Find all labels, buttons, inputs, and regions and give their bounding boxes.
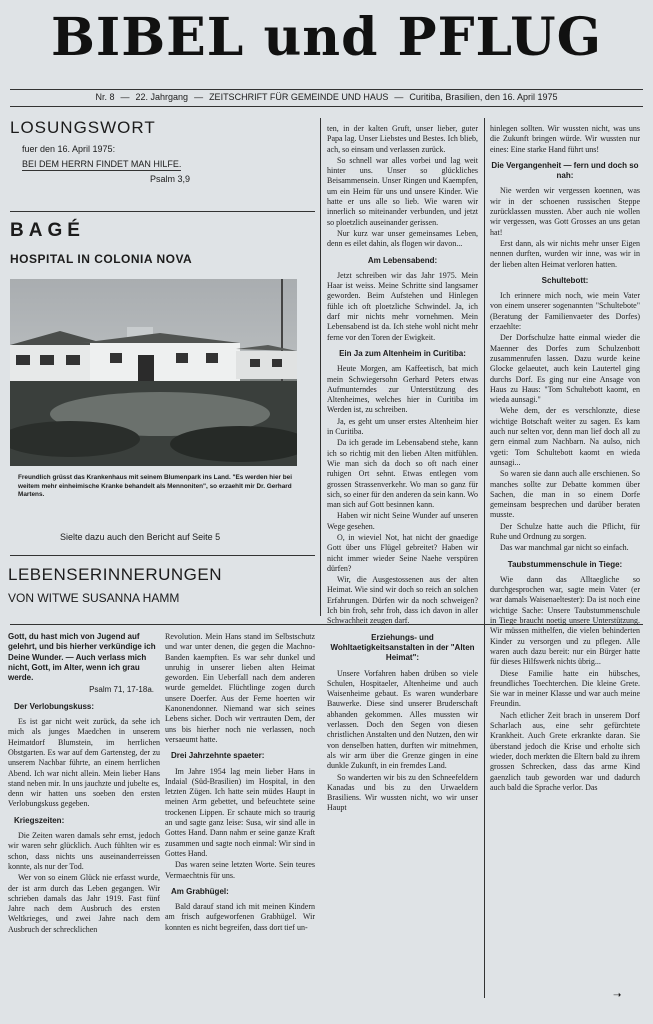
- paragraph: Der Schulze hatte auch die Pflicht, für Ruhe und Ordnung zu sorgen.: [490, 521, 640, 541]
- paragraph: Ich erinnere mich noch, wie mein Vater von einem unserer sogenannten "Schultebote" (Beratung der Familienvaeter des Dorfes) erzaehlte:: [490, 291, 640, 332]
- paragraph: Das war manchmal gar nicht so einfach.: [500, 543, 629, 553]
- issue-year: 22. Jahrgang: [135, 92, 189, 102]
- article-column-1: [8, 632, 160, 992]
- paragraph: Im Jahre 1954 lag mein lieber Hans in Indaial (Süd-Brasilien) im Hospital, in den letzten Zügen. Ich hatte sein müdes Haupt in meinen Arm gebettet, und befeuchtete seine trockenen Lippen. Er schaute mich so traurig an und sagte ganz leise: Susa, wir sind alle in Gottes Hand. Dann nahm er seine ganze Kraft zusammen und sagte noch einmal: Wir sind in Gottes Hand.: [165, 766, 315, 858]
- paragraph: Unsere Vorfahren haben drüben so viele Schulen, Hospitaeler, Altenheime und auch Waisenheime gebaut. Es waren wunderbare Bauwerke. Diese sind unserer Bruderschaft abhanden gekommen. Alles mussten wir verlassen. Doch den Segen von diesen christlichen Anstalten und den Nutzen, den wir von denselben hatten, durften wir mitnehmen, als wir arm über die Grenze gingen in eine dunkle Zukunft, in ein fremdes Land.: [327, 668, 478, 771]
- memoir-subheading: VON WITWE SUSANNA HAMM: [8, 591, 180, 605]
- paragraph: Wehe dem, der es verschlonzte, diese wichtige Botschaft weiter zu sagen. Es kam auch nur selten vor, denn man lief doch all zu gern einmal zum Nachbarn. Na aulso, nich vgeti: Tom Schultebott kaomt en wieda aunsagi...: [490, 406, 640, 467]
- masthead-rule-bottom: [10, 106, 643, 107]
- masthead-title: BIBEL und PFLUG: [50, 7, 603, 68]
- photo-caption: Freundlich grüsst das Krankenhaus mit seinem Blumenpark ins Land. "Es werden hier bei weitem mehr einheimische Kranke behandelt als Mennoniten", so erzaehlt mir Dr. Gerhard Martens.: [18, 474, 292, 499]
- heading-am-grabhuegel: Am Grabhügel:: [171, 886, 229, 896]
- bage-heading: BAGÉ: [10, 220, 85, 241]
- article-column-4: [490, 124, 640, 992]
- heading-altenheim: Ein Ja zum Altenheim in Curitiba:: [339, 348, 466, 358]
- memoir-heading: LEBENSERINNERUNGEN: [8, 565, 222, 584]
- masthead-rule-top: [10, 89, 643, 90]
- heading-schultebott: Schultebott:: [541, 275, 589, 285]
- paragraph: Wir, die Ausgestossenen aus der alten Heimat. Wie sind wir doch so reich an solchen Erfahrungen. Dürfen wir da noch schweigen? Ich bin froh, sehr froh, dass ich davon in aller Schwachheit zeugen darf.: [327, 575, 478, 626]
- issue-number: Nr. 8: [95, 92, 115, 102]
- losung-date: fuer den 16. April 1975:: [22, 144, 116, 154]
- issue-subtitle: ZEITSCHRIFT FÜR GEMEINDE UND HAUS: [209, 92, 389, 102]
- article-column-3: [327, 124, 478, 1000]
- section-rule-1: [10, 211, 315, 212]
- heading-anstalten: Erziehungs- und Wohltaetigkeitsanstalten in der "Alten Heimat":: [330, 632, 475, 663]
- losung-reference: Psalm 3,9: [149, 174, 190, 184]
- paragraph: Da ich gerade im Lebensabend stehe, kann ich so richtig mit den lieben Alten mitfühlen. Wie man sich da doch so oft nach einer ruhigen Ort sehnt. Etwas entlegen vom grossen Strassenverkehr. Wo man so ganz für sich, so einer für den anderen da sein kann. Wo man sich auf Gott besinnen kann.: [327, 438, 478, 510]
- paragraph: So waren sie dann auch alle erschienen. So manches sollte zur Debatte kommen über Sachen, die man in so einem Dorfe gemeinsam besprechen und darüber beraten musste.: [490, 469, 640, 520]
- paragraph: Nur kurz war unser gemeinsames Leben, denn es eilet dahin, als flogen wir davon...: [327, 228, 478, 249]
- section-rule-2: [10, 555, 315, 556]
- losung-heading: LOSUNGSWORT: [10, 118, 156, 137]
- issue-line: Nr. 8 — 22. Jahrgang — ZEITSCHRIFT FÜR GEMEINDE UND HAUS — Curitiba, Brasilien, den 16. April 1975: [95, 92, 558, 102]
- paragraph: Nach etlicher Zeit brach in unserem Dorf Scharlach aus, eine sehr gefürchtete Krankheit. Auch Grete erkrankte daran. Sie überstand jedoch die Krise und erholte sich wieder, doch merkten die Eltern bald zu ihrem grossen Schrecken, dass das arme Kind gaenzlich taub geworden war und dadurch auch bald die Sprache verlor. Das: [490, 710, 640, 792]
- paragraph: Heute Morgen, am Kaffeetisch, bat mich mein Schwiegersohn Gerhard Peters etwas Aufmunterndes zur Unterstützung des Altenheimes, welches hier in Curitiba im Werden ist, zu schreiben.: [327, 364, 478, 415]
- heading-verlobungskuss: Der Verlobungskuss:: [14, 701, 95, 711]
- paragraph: Wie dann das Alltaegliche so durchgesprochen war, sagte mein Vater (er war damals Waisenaeltester): Da ist noch eine wichtige Sache: Unsere Taubstummenschule in Tiege braucht noetig unsere Unterstützung. Wir müssen mithelfen, die vielen behinderten Kinder zu versorgen und zu pflegen. Alle waren auch dazu bereit: nur ein Bürger hatte für dieses Hilfswerk nichts übrig...: [490, 574, 640, 667]
- paragraph: Erst dann, als wir nichts mehr unser Eigen nennen durften, wurden wir inne, was wir in der lieben alten Heimat verloren hatten.: [490, 238, 640, 269]
- paragraph: Die Zeiten waren damals sehr ernst, jedoch wir waren sehr glücklich. Auch fühlten wir es schon, dass nichts uns auseinanderreissen konnte, als nur der Tod.: [8, 831, 160, 871]
- hospital-photo: [10, 279, 297, 466]
- paragraph: Nie werden wir vergessen koennen, was wir in der schoenen russischen Steppe zurücklassen mussten. Aber auch nie wollen wir vergessen, was Gott Grosses an uns getan hat!: [490, 186, 640, 237]
- paragraph: Haben wir nicht Seine Wunder auf unseren Wege gesehen.: [327, 511, 478, 531]
- paragraph: Revolution. Mein Hans stand im Selbstschutz und war unter denen, die gegen die Machno-Banden kaempften. Es war sehr dunkel und unruhig in unserer lieben alten Heimat geworden. Ein Ueberfall nach dem anderen wurde gemeldet. Flüchtlinge zogen durch unsere Doerfer. Aus der Ferne hoerten wir Kanonendonner. Niemand war sich seines Lebens sicher. Doch wir vertrauten Dem, der uns bis hierher noch nie verlassen, noch versaeumt hatte.: [165, 632, 315, 744]
- paragraph: So schnell war alles vorbei und lag weit hinter uns. Unser so glückliches Beisammensein. Unser Ringen und Kaempfen, um ein Heim für uns und unsere Kinder. Wie hatte er uns alle so lieb. Wie waren wir innerlich so miteinander verbunden, und jetzt so ploetzlich auseinander gerissen.: [327, 155, 478, 227]
- paragraph: So wanderten wir bis zu den Schneefeldern Kanadas und bis zu den Urwaeldern Brasiliens. Wir wussten nicht, wo wir unser Haupt: [327, 772, 478, 813]
- paragraph: Es ist gar nicht weit zurück, da sehe ich mich als junges Maedchen in unserem Heimatdorf Blumstein, im herrlichen Obstgarten. Es war auf dem Gartensteg, der zu unserem Nachbar führte, an einem herrlichen Abend. Ich war nicht allein. Mein lieber Hans stand neben mir. In uns jauchzte und jubelte es, denn wir hatten uns soeben den ersten Verlobungskuss gegeben.: [8, 717, 160, 809]
- article-column-2: [165, 632, 315, 992]
- paragraph: Wer von so einem Glück nie erfasst wurde, der ist arm durch das Leben gegangen. Wir schrieben damals das Jahr 1919. Fast fünf Jahre nach dem Ausbruch des ersten Weltkrieges, und zwei Jahre nach dem Ausbruch der schrecklichen: [8, 873, 160, 934]
- hospital-photo-svg: [10, 279, 297, 466]
- issue-place-date: Curitiba, Brasilien, den 16. April 1975: [409, 92, 558, 102]
- paragraph: Jetzt schreiben wir das Jahr 1975. Mein Haar ist weiss. Meine Schritte sind langsamer geworden. Beim Aufstehen und Hinlegen fühle ich oft ploetzliche Schwindel. Ja, ich darf mir nichts mehr vornehmen. Mein Lebensabend ist da. Ich stehe wohl nicht mehr ferne vor den Toren der Ewigkeit.: [327, 270, 478, 342]
- paragraph: Das waren seine letzten Worte. Sein teures Vermaechtnis für uns.: [165, 860, 315, 880]
- memoir-epigraph: Gott, du hast mich von Jugend auf gelehrt, und bis hierher verkündige ich Deine Wunder. — Auch verlass mich nicht, Gott, im Alter, wenn ich grau werde.: [8, 632, 156, 683]
- bage-subheading: HOSPITAL IN COLONIA NOVA: [10, 252, 193, 266]
- heading-lebensabend: Am Lebensabend:: [367, 255, 438, 265]
- paragraph: Der Dorfschulze hatte einmal wieder die Maenner des Dorfes zum Schulzenbott zusammenrufen lassen. Dazu wurde keine Glocke gelaeutet, auch kein Lautertel ging durchs Dorf. Es ging nur eine Ansage von Haus zu Haus: "Tom Schultebott kaomt, en wieda aunsagi.": [490, 333, 640, 405]
- paragraph: ten, in der kalten Gruft, unser lieber, guter Papa lag. Unser Liebstes und Bestes. Ich blieb, ach, so einsam und verlassen zurück.: [327, 124, 478, 154]
- arrow-right-icon: ➝: [613, 990, 622, 1001]
- memoir-epigraph-ref: Psalm 71, 17-18a.: [89, 685, 154, 695]
- paragraph: hinlegen sollten. Wir wussten nicht, was uns die Zukunft bringen würde. Wir wussten nur eines: Eine starke Hand führt uns!: [490, 124, 640, 154]
- column-rule-b: [484, 118, 485, 998]
- heading-taubstummenschule: Taubstummenschule in Tiege:: [507, 559, 623, 569]
- column-rule-a: [320, 118, 321, 616]
- paragraph: O, in wieviel Not, hat nicht der gnaedige Gott über uns Flügel gebreitet? Haben wir nicht immer wieder Seine Naehe verspüren dürfen?: [327, 532, 478, 573]
- paragraph: Bald darauf stand ich mit meinen Kindern am frisch aufgeworfenen Grabhügel. Wir konnten es nicht begreifen, dass dort tief un-: [165, 902, 315, 932]
- heading-kriegszeiten: Kriegszeiten:: [14, 815, 65, 825]
- paragraph: Diese Familie hatte ein hübsches, freundliches Toechterchen. Die kleine Grete. Sie war in meiner Klasse und war auch meine Freundin.: [490, 668, 640, 709]
- heading-vergangenheit: Die Vergangenheit — fern und doch so nah:: [491, 160, 639, 181]
- losung-text: BEI DEM HERRN FINDET MAN HILFE.: [22, 159, 182, 169]
- paragraph: Ja, es geht um unser erstes Altenheim hier in Curitiba.: [327, 416, 478, 437]
- see-also-note: Sielte dazu auch den Bericht auf Seite 5: [60, 532, 221, 542]
- heading-drei-jahrzehnte: Drei Jahrzehnte spaeter:: [171, 751, 265, 761]
- losung-block: [10, 118, 310, 184]
